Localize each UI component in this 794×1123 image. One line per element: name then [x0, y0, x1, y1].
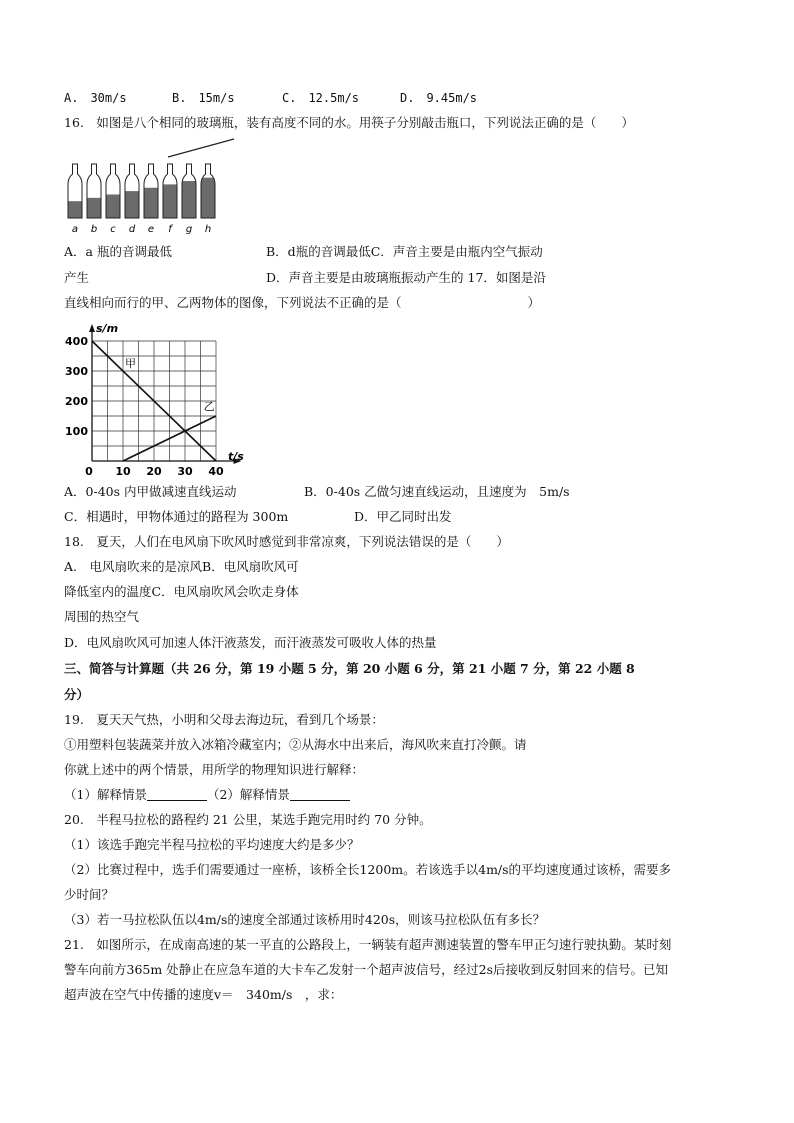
q19-answer-blank-1[interactable]: [147, 788, 207, 801]
bottle-label: d: [128, 224, 136, 235]
q19-sub1-label: （1）解释情景: [64, 787, 147, 802]
y-tick-label: 400: [65, 335, 88, 348]
q18-option-d: D．电风扇吹风可加速人体汗液蒸发，而汗液蒸发可吸收人体的热量: [64, 635, 437, 650]
bottle-d: [125, 164, 139, 235]
x-tick-label: 20: [146, 465, 162, 478]
section-heading-continued: 分）: [64, 687, 90, 702]
water-g: [182, 181, 196, 218]
bottle-label: f: [168, 224, 172, 235]
bottle-label: b: [90, 224, 98, 235]
bottle-label: a: [71, 224, 79, 235]
bottles-figure: [64, 136, 254, 236]
q18-stem: 18. 夏天，人们在电风扇下吹风时感觉到非常凉爽，下列说法错误的是（ ）: [64, 534, 509, 549]
y-axis-arrow: [89, 324, 95, 332]
q19-stem: 19. 夏天天气热，小明和父母去海边玩，看到几个场景：: [64, 712, 384, 727]
water-h: [201, 178, 215, 218]
q21-line-3: 超声波在空气中传播的速度v＝ 340m/s ，求：: [64, 987, 343, 1002]
q20-sub3: （3）若一马拉松队伍以4m/s的速度全部通过该桥用时420s，则该马拉松队伍有多长？: [64, 912, 546, 927]
x-tick-label: 0: [85, 465, 93, 478]
bottle-a: [68, 164, 82, 235]
q19-sub2-label: （2）解释情景: [206, 787, 290, 802]
q16-option-b-c: B．d瓶的音调最低C．声音主要是由瓶内空气振动: [266, 244, 543, 259]
bottle-label: e: [147, 224, 155, 235]
q16-option-c-continued: 产生: [64, 270, 90, 285]
bottle-label: g: [185, 224, 193, 235]
q16-option-a: A．a 瓶的音调最低: [64, 244, 172, 259]
q20-stem: 20. 半程马拉松的路程约 21 公里，某选手跑完用时约 70 分钟。: [64, 812, 432, 827]
q19-scenes: ①用塑料包装蔬菜并放入冰箱冷藏室内；②从海水中出来后，海风吹来直打冷颤。请: [64, 737, 527, 752]
x-tick-label: 40: [208, 465, 224, 478]
q19-answer-blank-2[interactable]: [290, 788, 350, 801]
q15-option-d: D. 9.45m/s: [400, 91, 478, 105]
y-tick-label: 200: [65, 395, 88, 408]
water-a: [68, 201, 82, 218]
bottle-g: [182, 164, 196, 235]
section-heading: 三、简答与计算题（共 26 分，第 19 小题 5 分，第 20 小题 6 分，第 21 小题 7 分，第 22 小题 8: [64, 661, 635, 676]
q20-sub1: （1）该选手跑完半程马拉松的平均速度大约是多少？: [64, 837, 360, 852]
bottle-b: [87, 164, 101, 235]
q20-sub2: （2）比赛过程中，选手们需要通过一座桥，该桥全长1200m。若该选手以4m/s的平均速度通过该桥，需要多: [64, 862, 672, 877]
y-tick-label: 100: [65, 425, 88, 438]
q21-line-2: 警车向前方365m 处静止在应急车道的大卡车乙发射一个超声波信号，经过2s后接收到反射回来的信号。已知: [64, 962, 669, 977]
series-label-yi: 乙: [203, 400, 215, 413]
water-f: [163, 184, 177, 218]
x-axis-label: t/s: [228, 450, 244, 463]
q18-option-a-b: A. 电风扇吹来的是凉风B．电风扇吹风可: [64, 559, 299, 574]
bottle-e: [144, 164, 158, 235]
q21-line-1: 21. 如图所示，在成南高速的某一平直的公路段上，一辆装有超声测速装置的警车甲正匀速行驶执勤。某时刻: [64, 937, 672, 952]
water-e: [144, 188, 158, 218]
q20-sub2-continued: 少时间？: [64, 887, 115, 902]
q19-ask: 你就上述中的两个情景，用所学的物理知识进行解释：: [64, 762, 365, 777]
chopstick: [168, 139, 234, 157]
q18-option-b-c: 降低室内的温度C．电风扇吹风会吹走身体: [64, 584, 299, 599]
q17-stem-text: 直线相向而行的甲、乙两物体的图像，下列说法不正确的是（: [64, 295, 402, 310]
q15-option-b: B. 15m/s: [172, 91, 235, 105]
x-tick-label: 30: [177, 465, 193, 478]
q15-option-a: A. 30m/s: [64, 91, 127, 105]
q17-stem-close: ）: [527, 295, 541, 310]
bottle-h: [201, 164, 215, 235]
q16-option-d-and-q17-start: D．声音主要是由玻璃瓶振动产生的 17．如图是沿: [266, 270, 546, 285]
x-tick-label: 10: [115, 465, 131, 478]
bottle-c: [106, 164, 120, 235]
bottle-label: h: [204, 224, 212, 235]
y-tick-label: 300: [65, 365, 88, 378]
q17-option-d: D．甲乙同时出发: [354, 509, 452, 524]
bottle-f: [163, 164, 177, 235]
q16-stem: 16. 如图是八个相同的玻璃瓶，装有高度不同的水。用筷子分别敲击瓶口，下列说法正确的是（ ）: [64, 115, 634, 130]
q15-option-c: C. 12.5m/s: [282, 91, 360, 105]
q17-option-b: B．0-40s 乙做匀速直线运动，且速度为 5m/s: [304, 484, 570, 499]
q17-option-a: A．0-40s 内甲做减速直线运动: [64, 484, 237, 499]
water-b: [87, 198, 101, 218]
q18-option-c-continued: 周围的热空气: [64, 609, 140, 624]
y-axis-label: s/m: [96, 322, 119, 335]
water-c: [106, 194, 120, 218]
q17-option-c: C．相遇时，甲物体通过的路程为 300m: [64, 509, 289, 524]
q17-stem: [64, 294, 540, 312]
q19-subquestions: [64, 786, 350, 804]
water-d: [125, 191, 139, 218]
bottle-label: c: [110, 224, 116, 235]
st-graph: [58, 318, 258, 478]
series-label-jia: 甲: [125, 357, 136, 370]
